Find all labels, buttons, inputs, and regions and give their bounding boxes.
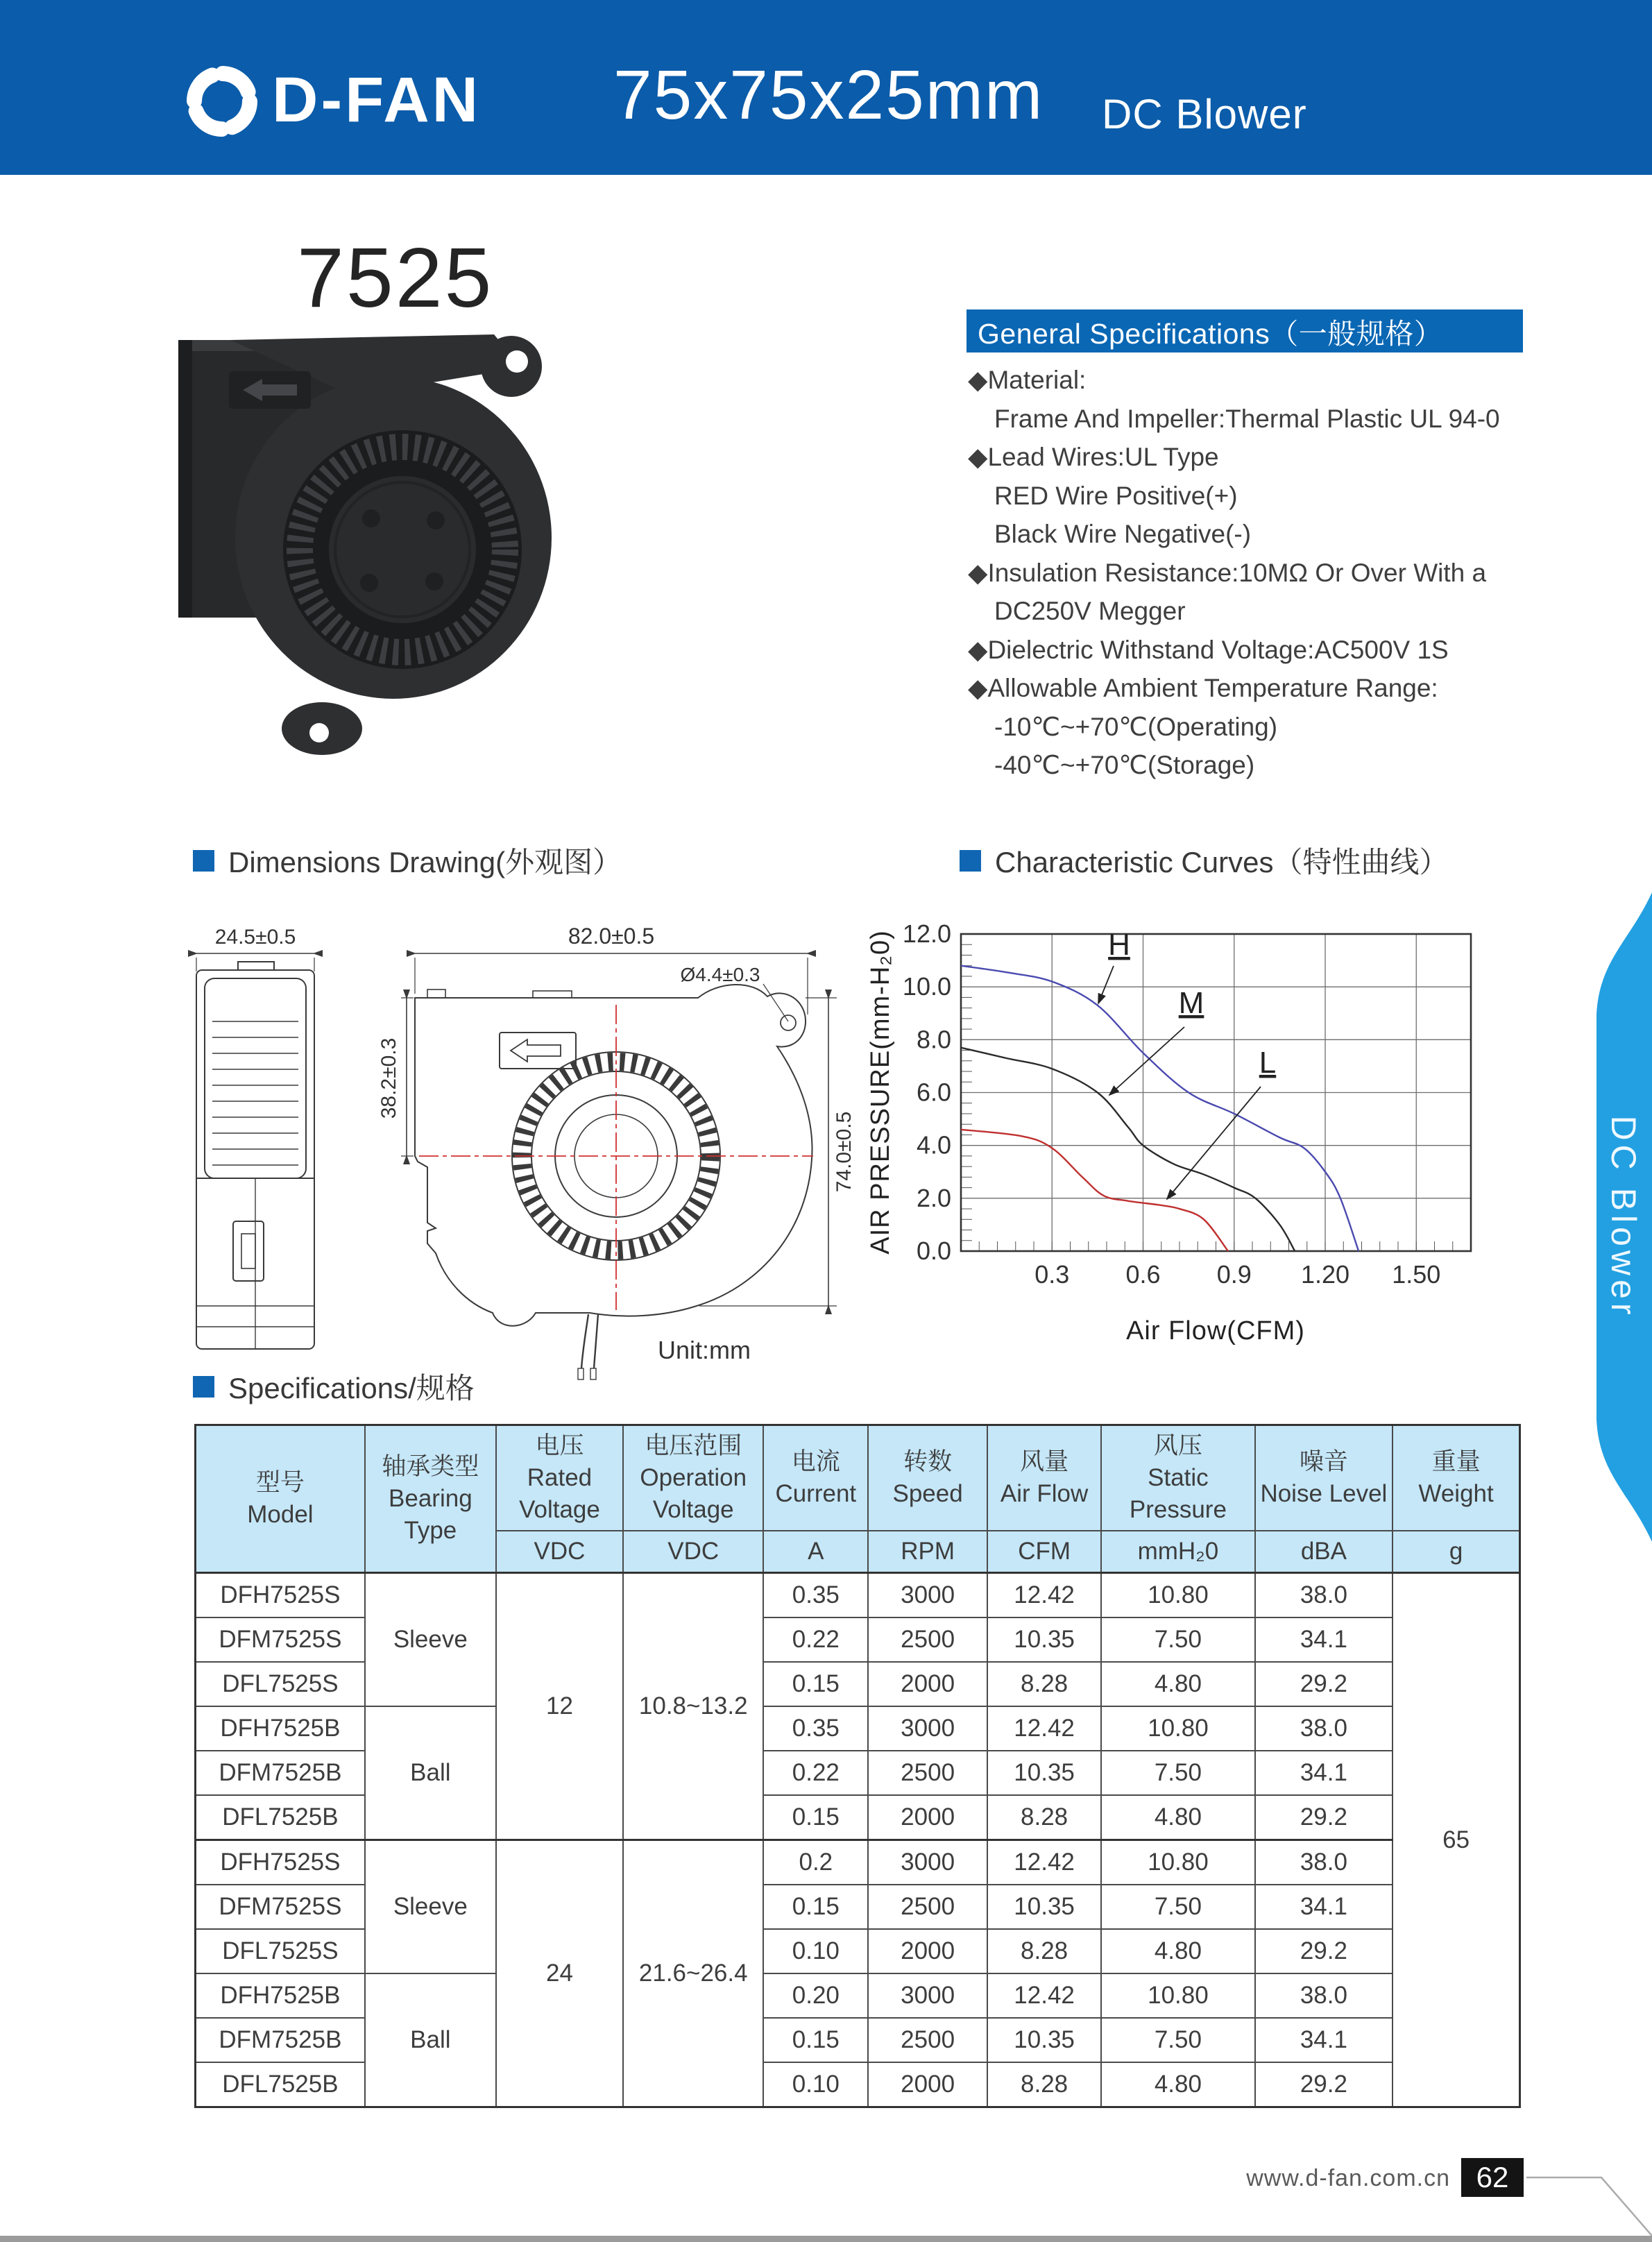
unit-noise: dBA [1255,1531,1393,1573]
centerlines [419,1005,813,1310]
x-tick-label: 1.50 [1392,1260,1441,1289]
spec-table-cell: 34.1 [1255,1617,1393,1662]
curve-label-arrow-H [1098,966,1114,1003]
product-size: 75x75x25mm [613,56,1044,134]
spec-table-cell: 0.15 [763,1885,868,1929]
spec-table-cell: 10.35 [987,2018,1101,2062]
col-bearing: 轴承类型 Bearing Type [365,1425,496,1573]
spec-table-cell: Sleeve [365,1573,496,1707]
spec-table-cell: 29.2 [1255,2062,1393,2107]
dimensions-drawing [172,917,890,1389]
col-weight: 重量 Weight [1393,1425,1519,1531]
spec-table-cell: 7.50 [1101,1617,1254,1662]
drawing-unit-label: Unit:mm [658,1336,751,1364]
spec-table-cell: 10.35 [987,1751,1101,1795]
col-air-flow: 风量 Air Flow [987,1425,1101,1531]
spec-table-cell: 3000 [868,1573,987,1618]
spec-table-cell: 10.80 [1101,1573,1254,1618]
general-spec-line: ◆Lead Wires:UL Type [968,443,1219,471]
spec-table-cell: 10.80 [1101,1706,1254,1751]
col-current: 电流 Current [763,1425,868,1531]
col-model: 型号 Model [196,1425,365,1573]
spec-table-cell: 29.2 [1255,1929,1393,1973]
spec-table-cell: 10.8~13.2 [623,1573,763,1840]
dimensions-section-header [193,840,622,881]
spec-table-cell: 7.50 [1101,1885,1254,1929]
spec-table-cell: 2000 [868,1662,987,1706]
side-tab-dc-blower [1559,887,1652,1547]
spec-table-cell: 3000 [868,1973,987,2018]
spec-table-cell: 8.28 [987,1662,1101,1706]
top-banner [0,0,1652,175]
spec-table-cell: 0.15 [763,1795,868,1840]
unit-operation-voltage: VDC [623,1531,763,1573]
spec-table-cell: DFH7525S [196,1840,365,1885]
spec-table-cell: 10.35 [987,1885,1101,1929]
spec-table-cell: 2500 [868,1751,987,1795]
curve-label-H: H [1108,928,1130,962]
spec-table-cell: 34.1 [1255,1885,1393,1929]
spec-table-cell: DFM7525S [196,1617,365,1662]
spec-table-cell: 7.50 [1101,2018,1254,2062]
spec-table-cell: 38.0 [1255,1840,1393,1885]
y-tick-label: 8.0 [916,1025,951,1054]
spec-table-cell: 29.2 [1255,1662,1393,1706]
blue-square-bullet-icon [960,850,981,872]
spec-table-cell: 12.42 [987,1706,1101,1751]
spec-table-cell: 12.42 [987,1573,1101,1618]
spec-table-cell: 7.50 [1101,1751,1254,1795]
side-tab-label: DC Blower [1604,1115,1643,1319]
product-type: DC Blower [1102,91,1307,137]
spec-table-cell: 38.0 [1255,1573,1393,1618]
x-tick-label: 0.3 [1034,1260,1070,1289]
spec-table-cell: 3000 [868,1840,987,1885]
spec-table-cell: 2000 [868,1929,987,1973]
spec-table-cell: 0.35 [763,1573,868,1618]
spec-table-cell: DFM7525B [196,1751,365,1795]
spec-table-cell: DFH7525S [196,1573,365,1618]
spec-table-cell: 34.1 [1255,2018,1393,2062]
curve-L [961,1130,1228,1251]
dim-front-width: 82.0±0.5 [568,924,655,949]
spec-table-cell: DFM7525B [196,2018,365,2062]
spec-table-cell: 4.80 [1101,1662,1254,1706]
brand-name: D-FAN [272,65,482,135]
spec-table-cell: DFL7525S [196,1929,365,1973]
spec-table-row [196,1573,1520,1618]
spec-table-cell: 0.10 [763,2062,868,2107]
unit-rated-voltage: VDC [496,1531,623,1573]
page-number-badge: 62 [1461,2158,1524,2197]
product-photo-blower [161,291,553,770]
y-tick-label: 6.0 [916,1078,951,1107]
curves-section-title: Characteristic Curves（特性曲线） [995,846,1449,878]
general-spec-line: RED Wire Positive(+) [994,481,1238,510]
general-spec-line: DC250V Megger [994,597,1186,625]
curve-label-arrow-M [1109,1027,1184,1095]
dim-inlet-height: 38.2±0.3 [377,1037,400,1119]
spec-table-cell: 0.20 [763,1973,868,2018]
col-speed: 转数 Speed [868,1425,987,1531]
general-spec-line: ◆Dielectric Withstand Voltage:AC500V 1S [968,635,1449,664]
spec-table-cell: 2000 [868,2062,987,2107]
unit-current: A [763,1531,868,1573]
spec-table-cell: 0.22 [763,1617,868,1662]
spec-table [194,1424,1521,2108]
general-spec-line: Black Wire Negative(-) [994,520,1252,548]
spec-table-cell: DFL7525B [196,1795,365,1840]
spec-table-cell: DFL7525S [196,1662,365,1706]
dim-front-height: 74.0±0.5 [833,1111,855,1193]
y-tick-label: 2.0 [916,1183,951,1212]
chart-x-axis-label: Air Flow(CFM) [1126,1316,1305,1345]
spec-table-cell: 4.80 [1101,1929,1254,1973]
footer-website: www.d-fan.com.cn [1246,2165,1450,2191]
spec-table-cell: 29.2 [1255,1795,1393,1840]
col-static-pressure: 风压 Static Pressure [1101,1425,1254,1531]
curve-label-M: M [1178,986,1204,1020]
specifications-section-title: Specifications/规格 [228,1372,475,1404]
spec-table-cell: 0.22 [763,1751,868,1795]
spec-table-cell: 0.2 [763,1840,868,1885]
col-rated-voltage: 电压 Rated Voltage [496,1425,623,1531]
spec-table-cell: Ball [365,1706,496,1840]
col-operation-voltage: 电压范围 Operation Voltage [623,1425,763,1531]
y-tick-label: 12.0 [902,919,951,948]
unit-weight: g [1393,1531,1519,1573]
general-spec-line: Frame And Impeller:Thermal Plastic UL 94-0 [994,404,1500,433]
x-tick-label: 0.9 [1216,1260,1252,1289]
spec-table-cell: 12.42 [987,1840,1101,1885]
dimensions-section-title: Dimensions Drawing(外观图） [228,846,622,878]
spec-table-cell: Sleeve [365,1840,496,1974]
x-tick-label: 0.6 [1125,1260,1161,1289]
spec-table-cell: 2500 [868,1617,987,1662]
general-specs-list [968,361,1537,785]
spec-table-cell: 24 [496,1840,623,2107]
col-noise: 噪音 Noise Level [1255,1425,1393,1531]
spec-table-cell: 38.0 [1255,1706,1393,1751]
blue-square-bullet-icon [193,850,214,872]
spec-table-cell: 65 [1393,1573,1519,2107]
chart-y-axis-label: AIR PRESSURE(mm-H₂0) [866,930,895,1255]
dfan-logo-icon [179,58,265,144]
spec-table-cell: 21.6~26.4 [623,1840,763,2107]
general-specs-title: General Specifications（一般规格） [978,317,1443,350]
bottom-edge-bar [0,2236,1652,2242]
spec-table-cell: 10.35 [987,1617,1101,1662]
spec-table-head [196,1425,1520,1573]
unit-pressure: mmH₂0 [1101,1531,1254,1573]
y-tick-label: 0.0 [916,1237,951,1265]
spec-table-cell: 3000 [868,1706,987,1751]
spec-table-row [196,1706,1520,1751]
spec-table-cell: 10.80 [1101,1840,1254,1885]
spec-table-cell: DFH7525B [196,1973,365,2018]
spec-table-cell: 10.80 [1101,1973,1254,2018]
spec-table-cell: Ball [365,1973,496,2107]
dim-hole: Ø4.4±0.3 [680,964,760,985]
y-tick-label: 10.0 [902,972,951,1001]
spec-table-cell: 38.0 [1255,1973,1393,2018]
spec-table-cell: 0.10 [763,1929,868,1973]
impeller-hub [329,476,476,623]
curve-label-arrow-L [1167,1087,1261,1199]
spec-table-cell: 12 [496,1573,623,1840]
curve-label-L: L [1259,1046,1277,1080]
spec-table-cell: 2500 [868,1885,987,1929]
general-specs-header-bar [966,309,1523,353]
spec-table-row [196,1840,1520,1885]
spec-table-cell: 0.15 [763,1662,868,1706]
characteristic-curves-chart [857,894,1544,1379]
curve-H [961,966,1359,1251]
spec-table-cell: 8.28 [987,2062,1101,2107]
model-number-title: 7525 [297,230,494,325]
unit-air-flow: CFM [987,1531,1101,1573]
general-spec-line: ◆Material: [968,366,1087,394]
general-spec-line: -40℃~+70℃(Storage) [994,751,1255,779]
spec-table-cell: 0.35 [763,1706,868,1751]
spec-table-cell: 4.80 [1101,2062,1254,2107]
spec-table-cell: 34.1 [1255,1751,1393,1795]
spec-table-cell: 0.15 [763,2018,868,2062]
unit-speed: RPM [868,1531,987,1573]
curves-section-header [960,840,1448,881]
spec-table-cell: DFL7525B [196,2062,365,2107]
dim-side-width: 24.5±0.5 [214,926,296,949]
spec-table-cell: 2000 [868,1795,987,1840]
y-tick-label: 4.0 [916,1130,951,1160]
spec-table-cell: 8.28 [987,1795,1101,1840]
spec-table-cell: DFH7525B [196,1706,365,1751]
spec-table-body [196,1573,1520,2107]
spec-table-cell: 12.42 [987,1973,1101,2018]
general-spec-line: ◆Insulation Resistance:10MΩ Or Over With a [968,558,1487,587]
spec-table-cell: DFM7525S [196,1885,365,1929]
footer-decoration-line [1519,2151,1652,2242]
spec-table-cell: 8.28 [987,1929,1101,1973]
general-spec-line: -10℃~+70℃(Operating) [994,712,1278,741]
general-spec-line: ◆Allowable Ambient Temperature Range: [968,674,1438,702]
spec-table-row [196,1973,1520,2018]
spec-table-cell: 2500 [868,2018,987,2062]
x-tick-label: 1.20 [1300,1260,1350,1289]
spec-table-cell: 4.80 [1101,1795,1254,1840]
